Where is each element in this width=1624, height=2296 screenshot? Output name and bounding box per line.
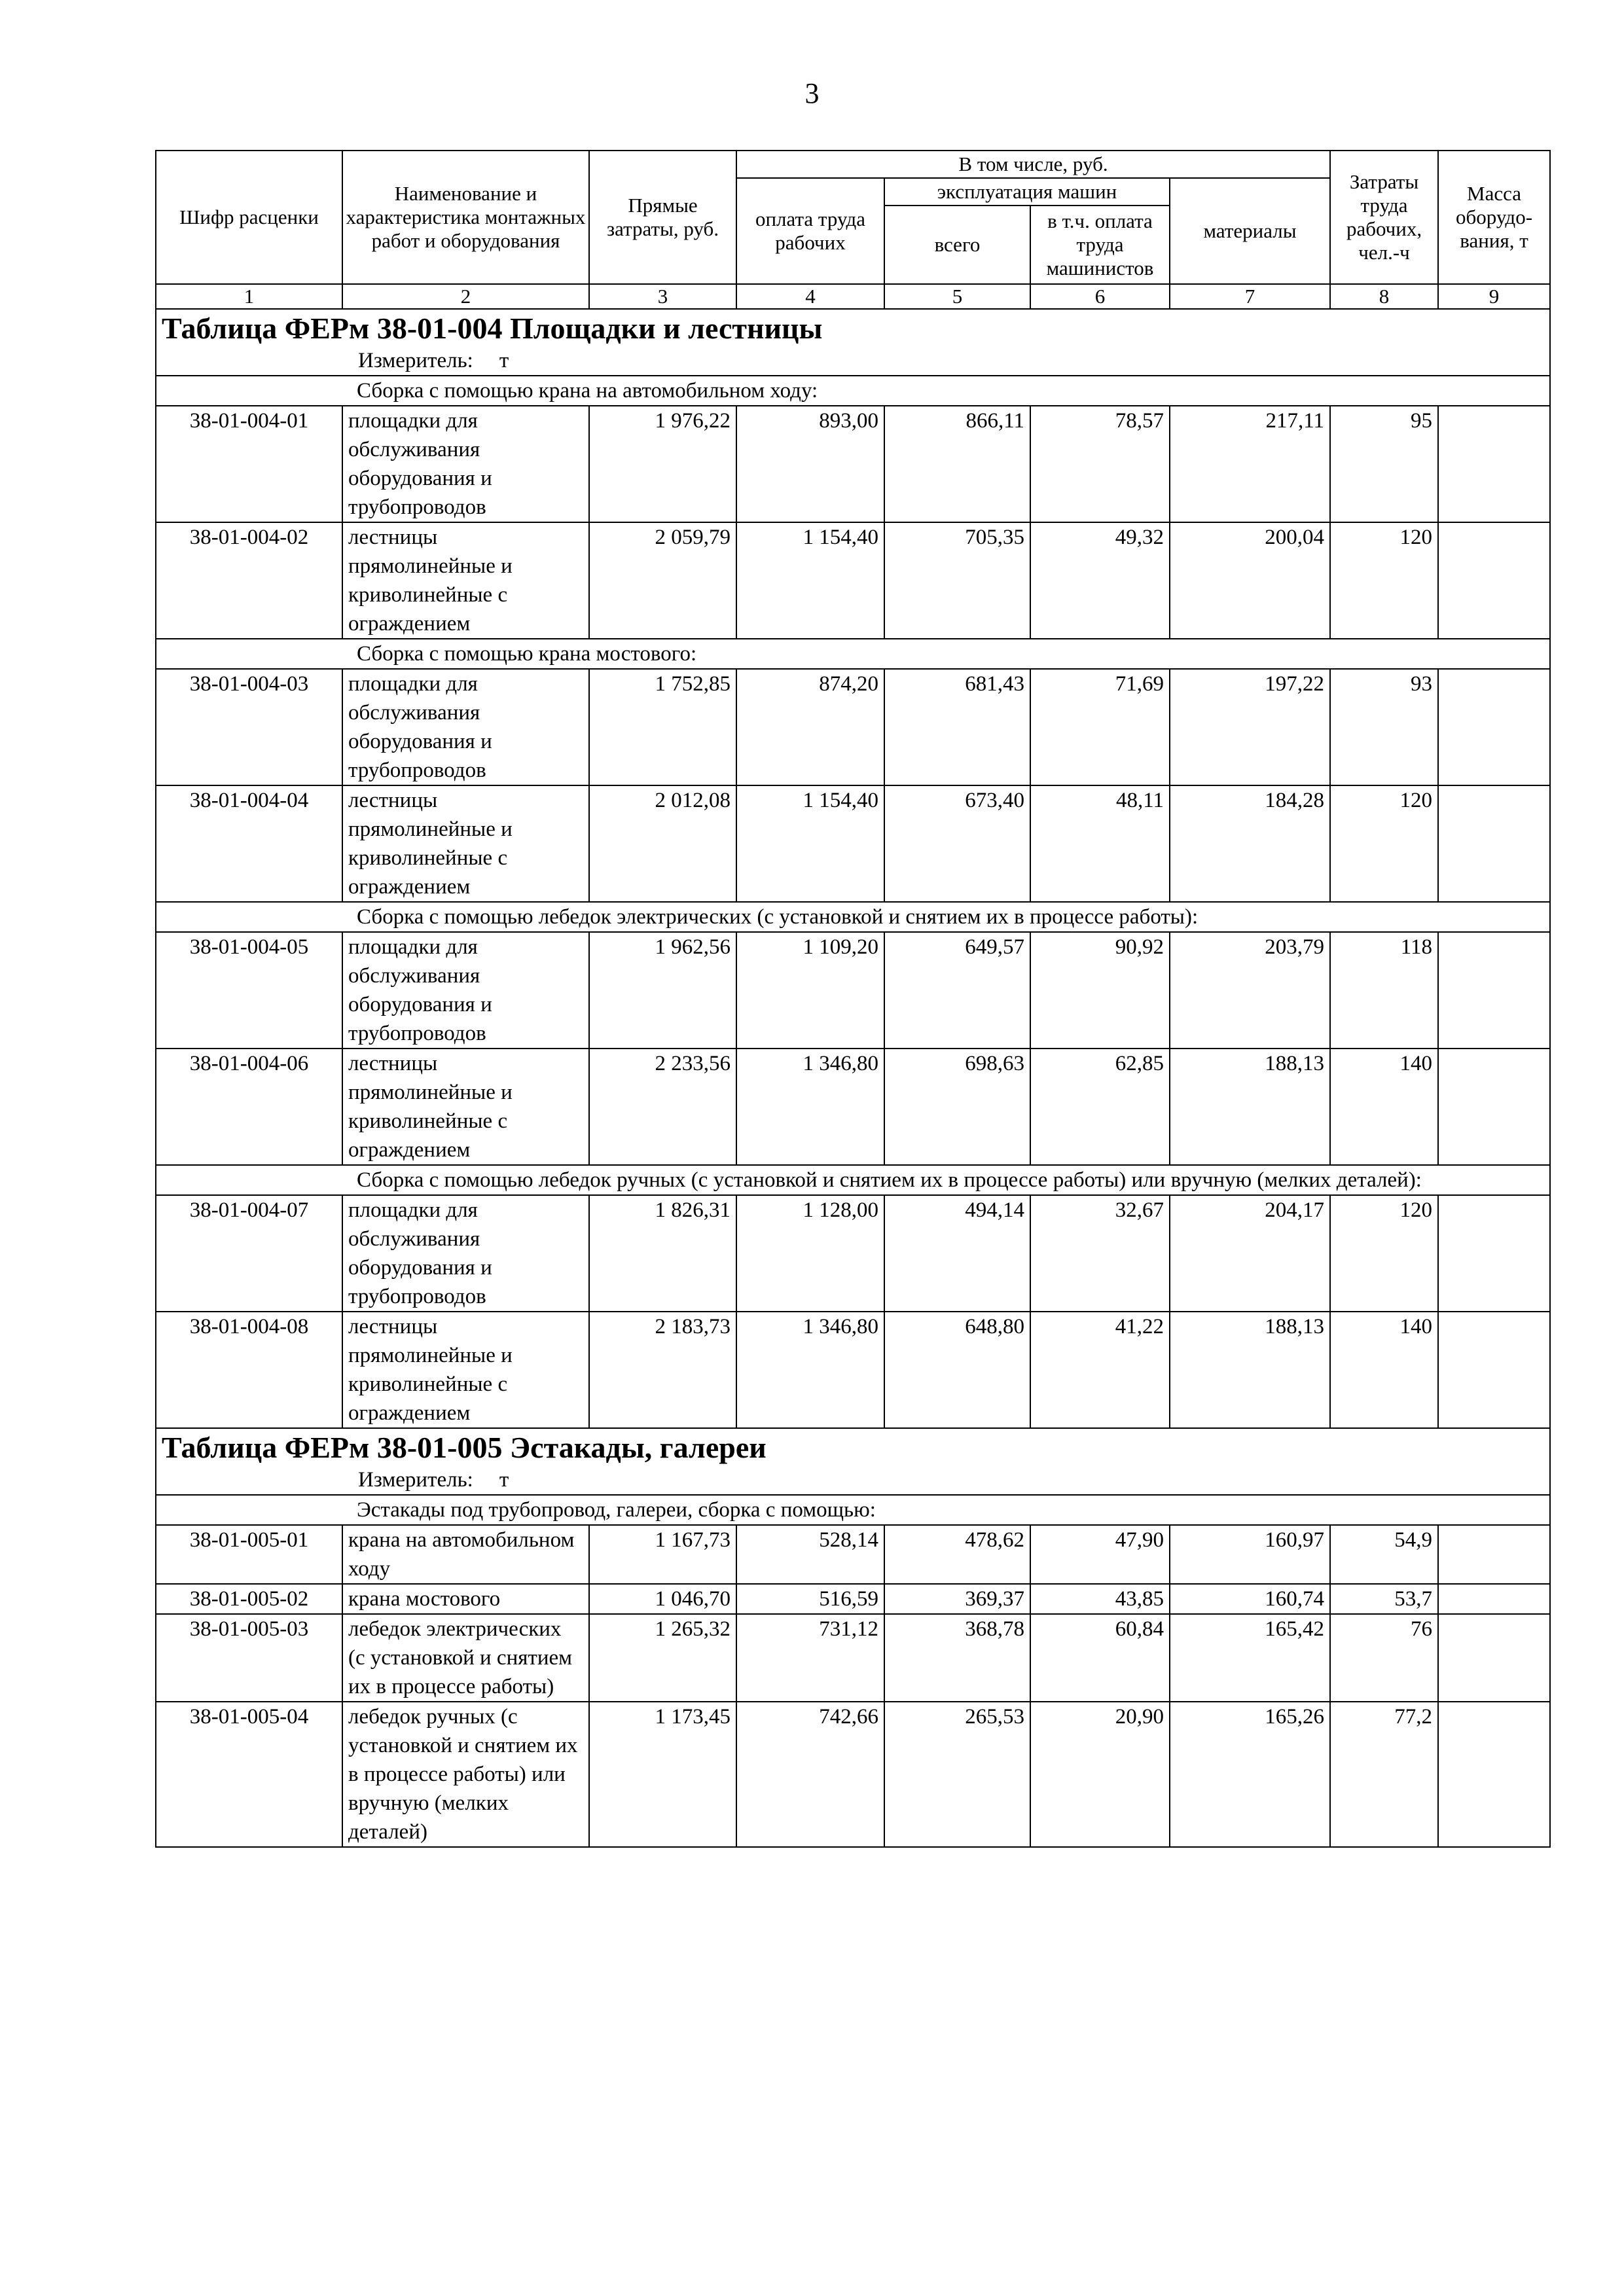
row-direct-costs: 1 046,70 [589,1584,736,1614]
row-materials: 197,22 [1170,669,1330,785]
table-row [156,669,1550,785]
row-name: крана на автомобильном ходу [342,1525,589,1584]
row-labor-hours: 140 [1330,1049,1438,1165]
row-name: лебедок электрических (с установкой и снятием их в процессе работы) [342,1614,589,1702]
row-machines-total: 649,57 [884,932,1030,1049]
row-name: площадки для обслуживания оборудования и трубопроводов [342,1195,589,1312]
row-materials: 165,26 [1170,1702,1330,1847]
table-row [156,1312,1550,1428]
row-code: 38-01-004-06 [156,1049,342,1165]
unit-cell [156,346,1550,376]
row-machinists-pay: 43,85 [1030,1584,1170,1614]
row-direct-costs: 1 265,32 [589,1614,736,1702]
header-name: Наименование и характеристика монтажных работ и оборудования [342,151,589,284]
row-equipment-mass [1438,785,1550,902]
row-direct-costs: 1 167,73 [589,1525,736,1584]
row-materials: 160,74 [1170,1584,1330,1614]
table-row [156,522,1550,639]
column-number: 8 [1330,284,1438,309]
header-machinists-pay: в т.ч. оплата труда машинистов [1030,206,1170,284]
row-direct-costs: 1 826,31 [589,1195,736,1312]
row-direct-costs: 2 059,79 [589,522,736,639]
row-equipment-mass [1438,1702,1550,1847]
row-direct-costs: 1 976,22 [589,406,736,522]
row-code: 38-01-004-01 [156,406,342,522]
row-materials: 184,28 [1170,785,1330,902]
group-heading: Сборка с помощью лебедок ручных (с установкой и снятием их в процессе работы) или вручную (мелких деталей): [156,1165,1550,1195]
row-machinists-pay: 47,90 [1030,1525,1170,1584]
row-equipment-mass [1438,1584,1550,1614]
table-title-row [156,309,1550,346]
row-equipment-mass [1438,406,1550,522]
unit-label: Измеритель: [358,1468,473,1492]
row-machines-total: 681,43 [884,669,1030,785]
table-row [156,1525,1550,1584]
row-machines-total: 866,11 [884,406,1030,522]
group-heading: Эстакады под трубопровод, галереи, сборка с помощью: [156,1495,1550,1525]
row-labor-pay: 742,66 [736,1702,884,1847]
column-number: 6 [1030,284,1170,309]
column-number: 4 [736,284,884,309]
row-code: 38-01-004-02 [156,522,342,639]
group-heading: Сборка с помощью крана мостового: [156,639,1550,669]
row-machines-total: 705,35 [884,522,1030,639]
header-code: Шифр расценки [156,151,342,284]
row-machines-total: 368,78 [884,1614,1030,1702]
row-labor-hours: 120 [1330,1195,1438,1312]
unit-value: т [499,1468,509,1492]
row-equipment-mass [1438,669,1550,785]
row-equipment-mass [1438,1312,1550,1428]
row-direct-costs: 1 962,56 [589,932,736,1049]
row-machines-total: 698,63 [884,1049,1030,1165]
table-title: Таблица ФЕРм 38-01-004 Площадки и лестницы [156,309,1550,346]
page-number: 3 [804,77,820,109]
row-labor-hours: 93 [1330,669,1438,785]
column-number: 7 [1170,284,1330,309]
row-direct-costs: 1 173,45 [589,1702,736,1847]
row-labor-pay: 893,00 [736,406,884,522]
row-labor-hours: 95 [1330,406,1438,522]
row-equipment-mass [1438,1195,1550,1312]
row-code: 38-01-005-03 [156,1614,342,1702]
group-heading-row [156,376,1550,406]
unit-cell [156,1465,1550,1495]
row-name: крана мостового [342,1584,589,1614]
row-labor-pay: 1 128,00 [736,1195,884,1312]
row-code: 38-01-005-02 [156,1584,342,1614]
unit-label: Измеритель: [358,349,473,372]
header-including: В том числе, руб. [736,151,1330,178]
column-number: 5 [884,284,1030,309]
row-labor-hours: 118 [1330,932,1438,1049]
row-labor-pay: 1 346,80 [736,1312,884,1428]
header-direct-costs: Прямые затраты, руб. [589,151,736,284]
table-row [156,1195,1550,1312]
row-direct-costs: 2 012,08 [589,785,736,902]
row-machines-total: 369,37 [884,1584,1030,1614]
table-row [156,1049,1550,1165]
table-title-row [156,1428,1550,1465]
row-machinists-pay: 90,92 [1030,932,1170,1049]
row-equipment-mass [1438,1525,1550,1584]
group-heading: Сборка с помощью лебедок электрических (с установкой и снятием их в процессе работы): [156,902,1550,932]
row-code: 38-01-004-08 [156,1312,342,1428]
column-numbers-row [156,284,1550,309]
row-machinists-pay: 78,57 [1030,406,1170,522]
row-materials: 160,97 [1170,1525,1330,1584]
header-machines-total: всего [884,206,1030,284]
row-labor-pay: 731,12 [736,1614,884,1702]
group-heading-row [156,639,1550,669]
header-labor-pay: оплата труда рабочих [736,178,884,284]
row-code: 38-01-005-04 [156,1702,342,1847]
row-labor-pay: 874,20 [736,669,884,785]
row-code: 38-01-004-07 [156,1195,342,1312]
column-number: 9 [1438,284,1550,309]
row-labor-hours: 77,2 [1330,1702,1438,1847]
row-equipment-mass [1438,1049,1550,1165]
row-labor-hours: 53,7 [1330,1584,1438,1614]
row-labor-pay: 1 154,40 [736,785,884,902]
row-labor-hours: 120 [1330,522,1438,639]
row-machinists-pay: 71,69 [1030,669,1170,785]
row-name: лестницы прямолинейные и криволинейные с ограждением [342,1049,589,1165]
row-labor-pay: 1 154,40 [736,522,884,639]
row-name: лестницы прямолинейные и криволинейные с ограждением [342,522,589,639]
header-machines: эксплуатация машин [884,178,1170,206]
row-machines-total: 648,80 [884,1312,1030,1428]
row-equipment-mass [1438,932,1550,1049]
row-code: 38-01-004-03 [156,669,342,785]
price-table [155,150,1551,1848]
row-labor-hours: 54,9 [1330,1525,1438,1584]
column-number: 1 [156,284,342,309]
row-name: площадки для обслуживания оборудования и трубопроводов [342,406,589,522]
table-title: Таблица ФЕРм 38-01-005 Эстакады, галереи [156,1428,1550,1465]
column-number: 2 [342,284,589,309]
table-row [156,1614,1550,1702]
row-machinists-pay: 60,84 [1030,1614,1170,1702]
header-equipment-mass: Масса оборудо-вания, т [1438,151,1550,284]
row-materials: 188,13 [1170,1312,1330,1428]
table-row [156,932,1550,1049]
row-code: 38-01-004-05 [156,932,342,1049]
row-equipment-mass [1438,1614,1550,1702]
row-machines-total: 478,62 [884,1525,1030,1584]
row-machinists-pay: 41,22 [1030,1312,1170,1428]
table-row [156,1584,1550,1614]
row-machines-total: 494,14 [884,1195,1030,1312]
row-name: лестницы прямолинейные и криволинейные с ограждением [342,1312,589,1428]
row-machinists-pay: 20,90 [1030,1702,1170,1847]
table-body [156,309,1550,1847]
unit-row [156,1465,1550,1495]
column-number: 3 [589,284,736,309]
header-labor-cost: Затраты труда рабочих, чел.-ч [1330,151,1438,284]
row-name: лестницы прямолинейные и криволинейные с ограждением [342,785,589,902]
row-name: площадки для обслуживания оборудования и трубопроводов [342,932,589,1049]
table-row [156,785,1550,902]
row-labor-pay: 528,14 [736,1525,884,1584]
group-heading-row [156,1495,1550,1525]
row-labor-hours: 120 [1330,785,1438,902]
row-machinists-pay: 49,32 [1030,522,1170,639]
row-machinists-pay: 48,11 [1030,785,1170,902]
row-equipment-mass [1438,522,1550,639]
table-row [156,406,1550,522]
row-labor-pay: 516,59 [736,1584,884,1614]
row-direct-costs: 2 233,56 [589,1049,736,1165]
row-labor-hours: 76 [1330,1614,1438,1702]
row-name: площадки для обслуживания оборудования и трубопроводов [342,669,589,785]
row-code: 38-01-004-04 [156,785,342,902]
row-labor-pay: 1 109,20 [736,932,884,1049]
table-row [156,1702,1550,1847]
row-direct-costs: 1 752,85 [589,669,736,785]
group-heading: Сборка с помощью крана на автомобильном ходу: [156,376,1550,406]
row-materials: 188,13 [1170,1049,1330,1165]
row-machinists-pay: 62,85 [1030,1049,1170,1165]
row-code: 38-01-005-01 [156,1525,342,1584]
header-materials: материалы [1170,178,1330,284]
row-materials: 203,79 [1170,932,1330,1049]
group-heading-row [156,902,1550,932]
row-labor-pay: 1 346,80 [736,1049,884,1165]
row-materials: 200,04 [1170,522,1330,639]
row-materials: 165,42 [1170,1614,1330,1702]
row-machines-total: 673,40 [884,785,1030,902]
row-materials: 204,17 [1170,1195,1330,1312]
row-name: лебедок ручных (с установкой и снятием их в процессе работы) или вручную (мелких деталей) [342,1702,589,1847]
unit-row [156,346,1550,376]
row-machinists-pay: 32,67 [1030,1195,1170,1312]
row-direct-costs: 2 183,73 [589,1312,736,1428]
unit-value: т [499,349,509,372]
row-materials: 217,11 [1170,406,1330,522]
group-heading-row [156,1165,1550,1195]
row-machines-total: 265,53 [884,1702,1030,1847]
row-labor-hours: 140 [1330,1312,1438,1428]
